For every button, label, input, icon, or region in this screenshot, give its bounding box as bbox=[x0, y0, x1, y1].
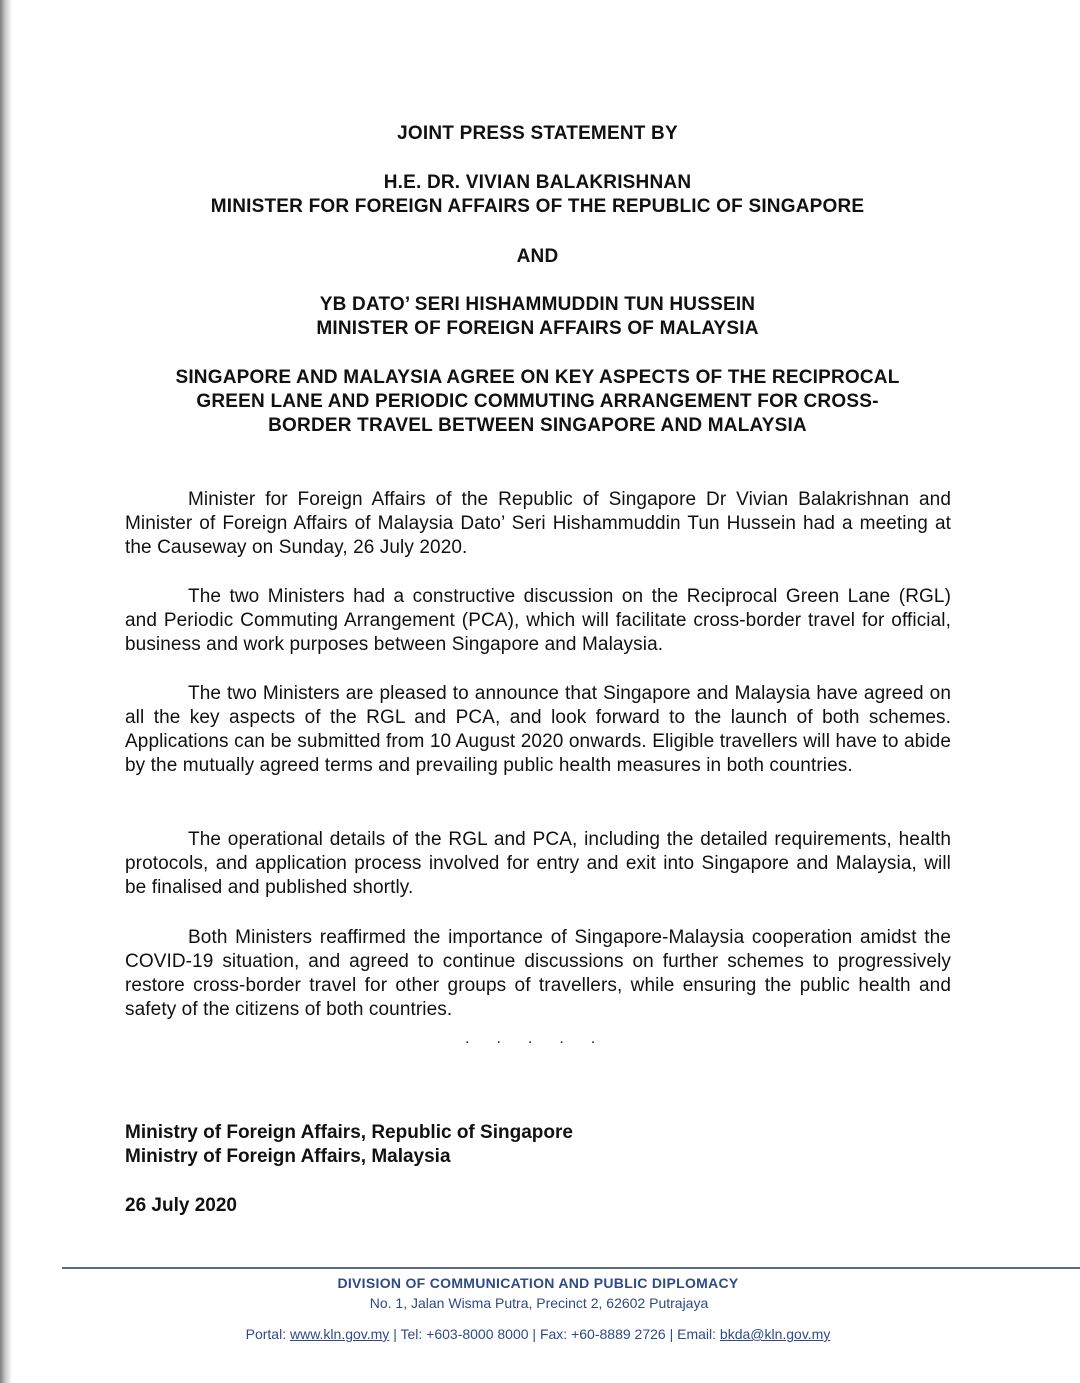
footer-tel: Tel: +603-8000 8000 bbox=[400, 1326, 529, 1342]
paragraph-3: The two Ministers are pleased to announce that Singapore and Malaysia have agreed on all the key aspects of the RGL and PCA, and look forward to the launch of both schemes. Applications can be submitted from 10 August 2020 onwards. Eligible travellers will have to abide by the mutually agreed terms and prevailing public health measures in both countries. bbox=[125, 683, 951, 776]
section-separator: ..... bbox=[465, 1030, 623, 1047]
email-label: Email: bbox=[677, 1326, 720, 1342]
paragraph-5: Both Ministers reaffirmed the importance of Singapore-Malaysia cooperation amidst the COVID-19 situation, and agreed to continue discussions on further schemes to progressively restore cross-border travel for other groups of travellers, while ensuring the public health and safety of the citizens of both countries. bbox=[125, 927, 951, 1020]
header-title: JOINT PRESS STATEMENT BY bbox=[397, 123, 678, 144]
headline-line1: SINGAPORE AND MALAYSIA AGREE ON KEY ASPECTS OF THE RECIPROCAL bbox=[175, 367, 900, 388]
portal-link[interactable]: www.kln.gov.my bbox=[289, 1326, 390, 1342]
signoff-block bbox=[125, 1121, 573, 1169]
portal-label: Portal: bbox=[245, 1326, 290, 1342]
email-link[interactable]: bkda@kln.gov.my bbox=[719, 1326, 831, 1342]
footer-separator: | bbox=[389, 1326, 401, 1342]
minister2-title: MINISTER OF FOREIGN AFFAIRS OF MALAYSIA bbox=[316, 318, 759, 339]
footer-fax: Fax: +60-8889 2726 bbox=[539, 1326, 666, 1342]
headline-line2: GREEN LANE AND PERIODIC COMMUTING ARRANGEMENT FOR CROSS- bbox=[196, 391, 879, 412]
signoff-ministry-malaysia: Ministry of Foreign Affairs, Malaysia bbox=[125, 1146, 451, 1167]
headline-line3: BORDER TRAVEL BETWEEN SINGAPORE AND MALAYSIA bbox=[268, 415, 807, 436]
statement-header bbox=[125, 122, 950, 146]
paragraph-1: Minister for Foreign Affairs of the Republic of Singapore Dr Vivian Balakrishnan and Minister of Foreign Affairs of Malaysia Dato’ Seri Hishammuddin Tun Hussein had a meeting at the Causeway on Sunday, 26 July 2020. bbox=[125, 489, 951, 558]
headline bbox=[125, 366, 950, 438]
footer-address: No. 1, Jalan Wisma Putra, Precinct 2, 62602 Putrajaya bbox=[369, 1295, 709, 1311]
signoff-ministry-singapore: Ministry of Foreign Affairs, Republic of Singapore bbox=[125, 1122, 573, 1143]
and-text: AND bbox=[516, 246, 559, 267]
and-block bbox=[125, 245, 950, 269]
footer-division: DIVISION OF COMMUNICATION AND PUBLIC DIPLOMACY bbox=[337, 1275, 739, 1291]
minister2-block bbox=[125, 293, 950, 341]
minister1-title: MINISTER FOR FOREIGN AFFAIRS OF THE REPUBLIC OF SINGAPORE bbox=[210, 196, 865, 217]
minister1-name: H.E. DR. VIVIAN BALAKRISHNAN bbox=[383, 172, 692, 193]
footer-contact-line bbox=[0, 1326, 1078, 1342]
paragraph-4: The operational details of the RGL and PCA, including the detailed requirements, health protocols, and application process involved for entry and exit into Singapore and Malaysia, will be finalised and published shortly. bbox=[125, 829, 951, 898]
footer-separator: | bbox=[528, 1326, 540, 1342]
minister2-name: YB DATO’ SERI HISHAMMUDDIN TUN HUSSEIN bbox=[319, 294, 756, 315]
statement-date: 26 July 2020 bbox=[125, 1195, 237, 1216]
footer-separator: | bbox=[665, 1326, 678, 1342]
paragraph-2: The two Ministers had a constructive discussion on the Reciprocal Green Lane (RGL) and Periodic Commuting Arrangement (PCA), which will facilitate cross-border travel for official, business and work purposes between Singapore and Malaysia. bbox=[125, 586, 951, 655]
footer-divider bbox=[62, 1267, 1080, 1269]
minister1-block bbox=[125, 171, 950, 219]
